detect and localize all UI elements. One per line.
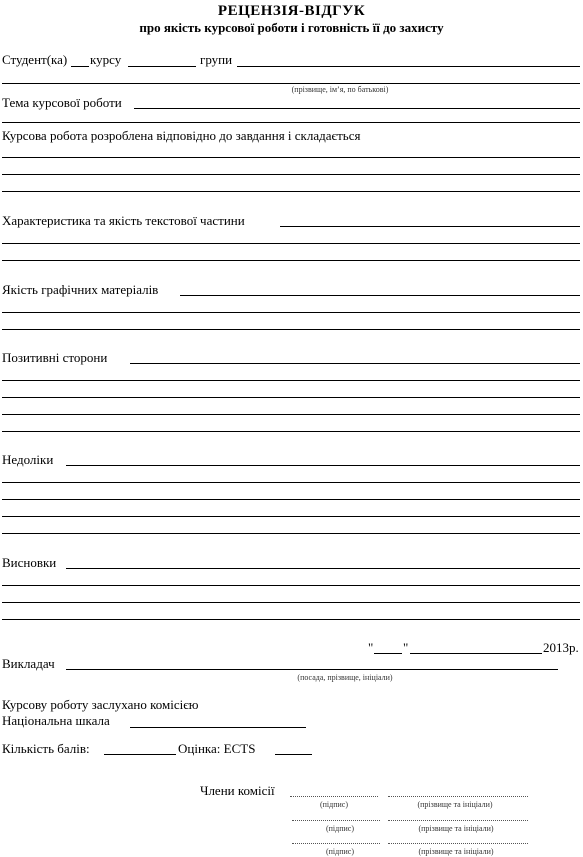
positive-label: Позитивні сторони bbox=[2, 350, 108, 365]
member-1-signature-caption: (підпис) bbox=[319, 800, 348, 809]
text-part-line-1[interactable] bbox=[2, 243, 580, 244]
conclusions-line-3[interactable] bbox=[2, 619, 580, 620]
shortcomings-line-4[interactable] bbox=[2, 533, 580, 534]
developed-line-3[interactable] bbox=[2, 191, 580, 192]
shortcomings-label: Недоліки bbox=[2, 452, 54, 467]
positive-field[interactable] bbox=[130, 363, 580, 364]
course-number-field[interactable] bbox=[128, 66, 196, 67]
developed-label: Курсова робота розроблена відповідно до завдання і складається bbox=[2, 128, 361, 143]
member-3-name-field[interactable] bbox=[388, 843, 528, 844]
text-part-field[interactable] bbox=[280, 226, 580, 227]
shortcomings-field[interactable] bbox=[66, 465, 580, 466]
date-day-field[interactable] bbox=[374, 653, 402, 654]
topic-field[interactable] bbox=[134, 108, 580, 109]
member-2-signature-caption: (підпис) bbox=[325, 824, 354, 833]
teacher-field[interactable] bbox=[66, 669, 558, 670]
text-part-label: Характеристика та якість текстової частини bbox=[2, 213, 245, 228]
grade-label: Оцінка: ECTS bbox=[178, 741, 256, 756]
conclusions-field[interactable] bbox=[66, 568, 580, 569]
national-scale-field[interactable] bbox=[130, 727, 306, 728]
topic-field-2[interactable] bbox=[2, 122, 580, 123]
student-label: Студент(ка) bbox=[2, 52, 68, 67]
shortcomings-line-1[interactable] bbox=[2, 482, 580, 483]
date-quote-open: " bbox=[368, 640, 374, 655]
positive-line-1[interactable] bbox=[2, 380, 580, 381]
shortcomings-line-3[interactable] bbox=[2, 516, 580, 517]
date-year: 2013р. bbox=[543, 640, 579, 655]
commission-heard: Курсову роботу заслухано комісією bbox=[2, 697, 199, 712]
graphics-line-2[interactable] bbox=[2, 329, 580, 330]
graphics-label: Якість графічних матеріалів bbox=[2, 282, 159, 297]
teacher-caption: (посада, прізвище, ініціали) bbox=[297, 673, 393, 682]
shortcomings-line-2[interactable] bbox=[2, 499, 580, 500]
form-subtitle: про якість курсової роботи і готовність її до захисту bbox=[139, 20, 444, 35]
member-2-signature-field[interactable] bbox=[292, 820, 380, 821]
student-name-field-2[interactable] bbox=[2, 83, 580, 84]
conclusions-line-2[interactable] bbox=[2, 602, 580, 603]
member-3-signature-caption: (підпис) bbox=[325, 847, 354, 856]
positive-line-4[interactable] bbox=[2, 431, 580, 432]
date-month-field[interactable] bbox=[410, 653, 542, 654]
member-1-name-caption: (прізвище та ініціали) bbox=[417, 800, 493, 809]
topic-label: Тема курсової роботи bbox=[2, 95, 122, 110]
course-label: курсу bbox=[90, 52, 122, 67]
conclusions-label: Висновки bbox=[2, 555, 57, 570]
student-name-field[interactable] bbox=[237, 66, 580, 67]
graphics-field[interactable] bbox=[180, 295, 580, 296]
conclusions-line-1[interactable] bbox=[2, 585, 580, 586]
member-1-name-field[interactable] bbox=[388, 796, 528, 797]
points-field[interactable] bbox=[104, 754, 176, 755]
member-3-signature-field[interactable] bbox=[292, 843, 380, 844]
positive-line-2[interactable] bbox=[2, 397, 580, 398]
member-2-name-field[interactable] bbox=[388, 820, 528, 821]
member-3-name-caption: (прізвище та ініціали) bbox=[418, 847, 494, 856]
national-scale-label: Національна шкала bbox=[2, 713, 110, 728]
course-field[interactable] bbox=[71, 66, 89, 67]
member-1-signature-field[interactable] bbox=[290, 796, 378, 797]
form-title: РЕЦЕНЗІЯ-ВІДГУК bbox=[217, 3, 366, 19]
date-quote-close: " bbox=[403, 640, 409, 655]
student-name-caption: (прізвище, ім’я, по батькові) bbox=[291, 85, 389, 94]
members-label: Члени комісії bbox=[200, 783, 275, 798]
ects-field[interactable] bbox=[275, 754, 312, 755]
points-label: Кількість балів: bbox=[2, 741, 90, 756]
teacher-label: Викладач bbox=[2, 656, 55, 671]
member-2-name-caption: (прізвище та ініціали) bbox=[418, 824, 494, 833]
developed-line-2[interactable] bbox=[2, 174, 580, 175]
graphics-line-1[interactable] bbox=[2, 312, 580, 313]
text-part-line-2[interactable] bbox=[2, 260, 580, 261]
group-label: групи bbox=[200, 52, 233, 67]
positive-line-3[interactable] bbox=[2, 414, 580, 415]
developed-line-1[interactable] bbox=[2, 157, 580, 158]
